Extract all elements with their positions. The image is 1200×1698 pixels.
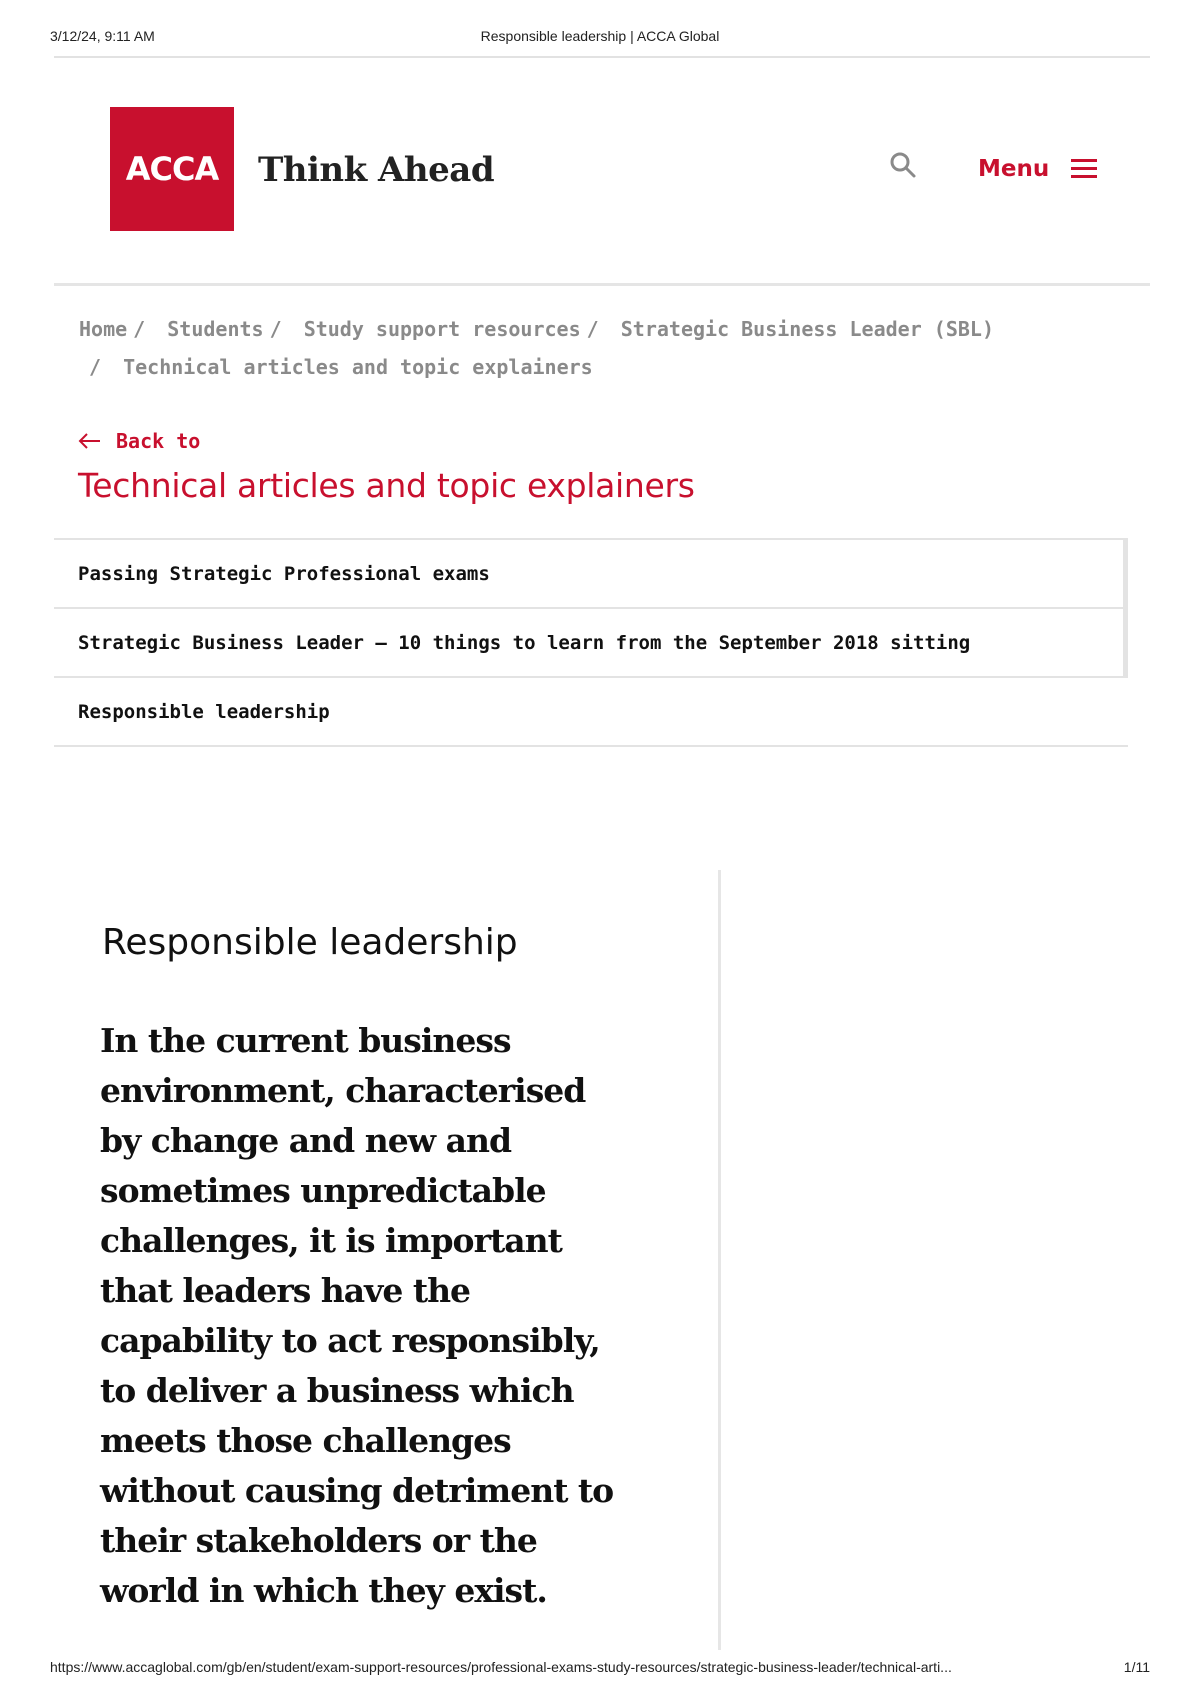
- section-title[interactable]: Technical articles and topic explainers: [78, 466, 695, 505]
- print-footer: [50, 1659, 1150, 1677]
- breadcrumb-study-support[interactable]: Study support resources: [303, 317, 581, 341]
- breadcrumb-students[interactable]: Students: [167, 317, 264, 341]
- related-articles-list: [54, 538, 1128, 747]
- print-header: [50, 28, 1150, 46]
- print-url: https://www.accaglobal.com/gb/en/student/exam-support-resources/professional-exams-study-resources/strategic-business-leader/technical-arti...: [50, 1659, 952, 1675]
- breadcrumb-sbl[interactable]: Strategic Business Leader (SBL): [620, 317, 995, 341]
- menu-button[interactable]: [978, 156, 1099, 182]
- back-link[interactable]: [78, 429, 200, 453]
- related-article-item-active[interactable]: Responsible leadership: [54, 676, 1128, 747]
- related-article-item[interactable]: Strategic Business Leader – 10 things to learn from the September 2018 sitting: [54, 607, 1128, 676]
- acca-logo[interactable]: [110, 107, 234, 231]
- header-divider: [54, 56, 1150, 58]
- hamburger-icon: [1071, 158, 1099, 180]
- search-icon[interactable]: [888, 150, 918, 180]
- breadcrumb-technical-articles[interactable]: Technical articles and topic explainers: [123, 355, 593, 379]
- tagline: Think Ahead: [258, 150, 495, 190]
- menu-label: Menu: [978, 156, 1050, 182]
- back-label: Back to: [116, 429, 201, 453]
- breadcrumb-home[interactable]: Home: [79, 317, 128, 341]
- print-date: 3/12/24, 9:11 AM: [50, 28, 155, 44]
- print-page-number: 1/11: [1123, 1659, 1150, 1675]
- logo-text: ACCA: [125, 150, 219, 188]
- article-title: Responsible leadership: [102, 922, 518, 963]
- related-article-item[interactable]: Passing Strategic Professional exams: [54, 538, 1128, 607]
- article-intro: In the current business environment, characterised by change and new and sometimes unpredictable challenges, it is important that leaders have the capability to act responsibly, to deliver a business which meets those challenges without causing detriment to their stakeholders or the world in which they exist.: [100, 1021, 614, 1610]
- print-page-title: Responsible leadership | ACCA Global: [480, 28, 720, 44]
- column-divider: [718, 870, 721, 1650]
- arrow-left-icon: [78, 433, 102, 449]
- nav-divider: [54, 283, 1150, 286]
- breadcrumb: Home / Students / Study support resources / Strategic Business Leader (SBL) / Technical articles and topic explainers: [79, 317, 995, 379]
